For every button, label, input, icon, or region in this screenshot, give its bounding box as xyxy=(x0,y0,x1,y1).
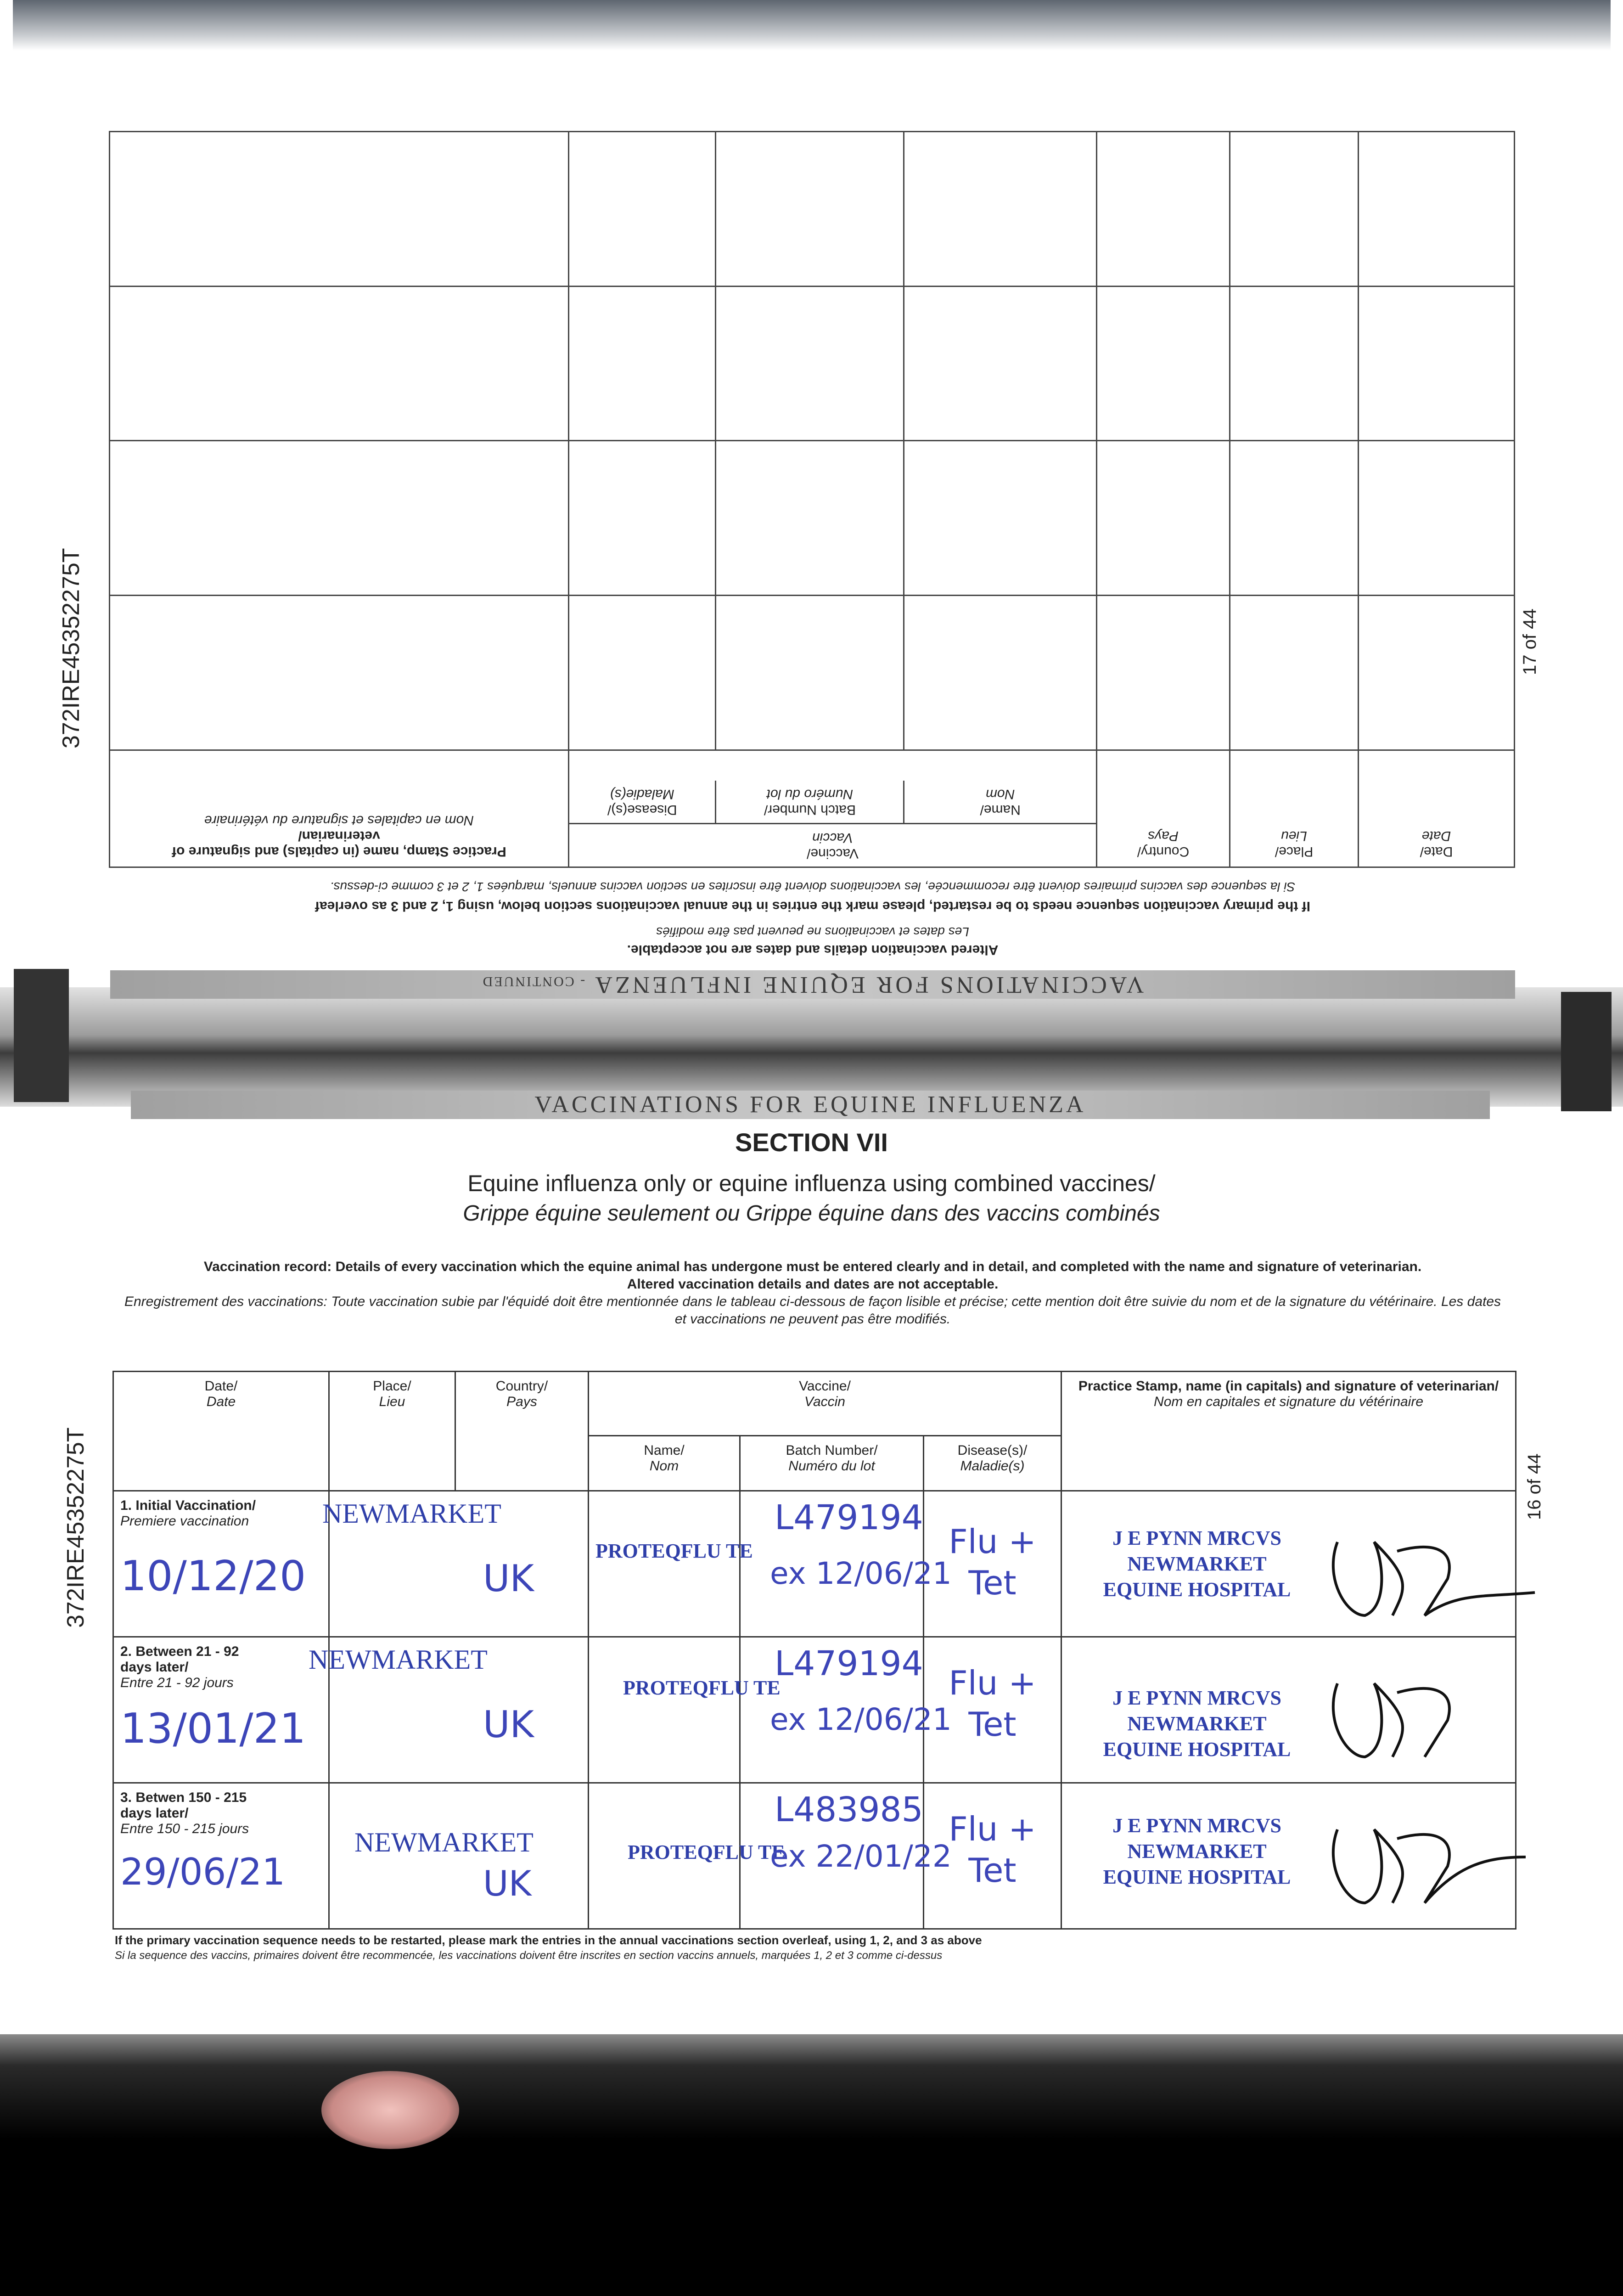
record-fr: Toute vaccination subie par l'équidé doit être mentionnée dans le tableau ci-dessous de façon lisible et précise; cette mention doit être suivie du nom et de la signature du vétérinaire. Les dates et vaccinations ne peuvent pas être modifiés. xyxy=(331,1294,1501,1327)
vaccination-place: NEWMARKET xyxy=(322,1498,501,1529)
header-vaccine xyxy=(589,1372,1061,1436)
row-batch-cell xyxy=(740,1637,952,1783)
vaccination-date: 29/06/21 xyxy=(120,1851,286,1893)
subtitle-en: Equine influenza only or equine influenza using combined vaccines/ xyxy=(467,1171,1156,1196)
record-notice xyxy=(124,1258,1501,1328)
passport-id-text: 372IRE45352275T xyxy=(58,548,84,748)
vaccination-country: UK xyxy=(483,1703,534,1746)
gutter-shadow-right xyxy=(1561,992,1612,1111)
row-label-fr: Premiere vaccination xyxy=(120,1514,249,1529)
book-gutter xyxy=(0,987,1623,1107)
row-label: 2. Between 21 - 92 days later/ xyxy=(120,1644,239,1675)
stamp-line-2: NEWMARKET xyxy=(1127,1712,1267,1735)
vaccination-place: NEWMARKET xyxy=(309,1644,488,1675)
row-label-fr: Entre 21 - 92 jours xyxy=(120,1675,234,1690)
upper-header-place-en: Place/ xyxy=(1275,844,1314,859)
passport-id-lower: 372IRE45352275T xyxy=(62,1427,89,1628)
header-disease-en: Disease(s)/ xyxy=(957,1443,1028,1458)
batch-expiry: ex 12/06/21 xyxy=(770,1556,952,1591)
batch-number: L479194 xyxy=(775,1644,923,1683)
upper-header-date xyxy=(1359,750,1515,867)
header-batch xyxy=(740,1436,924,1491)
batch-expiry: ex 12/06/21 xyxy=(770,1702,952,1737)
header-place-en: Place/ xyxy=(373,1379,411,1394)
table-row xyxy=(113,1637,1516,1783)
stamp-line-3: EQUINE HOSPITAL xyxy=(1103,1866,1291,1888)
upper-header-date-fr: Date xyxy=(1421,828,1451,844)
batch-number: L479194 xyxy=(775,1498,923,1537)
batch-expiry: ex 22/01/22 xyxy=(770,1839,952,1874)
upper-band xyxy=(110,970,1515,999)
vaccine-name: PROTEQFLU TE xyxy=(628,1841,785,1863)
header-name-fr: Nom xyxy=(649,1458,679,1474)
lower-page-number: 16 of 44 xyxy=(1524,1453,1544,1520)
upper-header-disease-fr: Maladie(s) xyxy=(610,787,674,802)
header-stamp xyxy=(1061,1372,1516,1491)
vaccine-name: PROTEQFLU TE xyxy=(623,1677,781,1699)
upper-header-place xyxy=(1230,750,1359,867)
upper-header-stamp xyxy=(109,750,568,867)
row-place-country-cell xyxy=(309,1637,589,1783)
header-batch-en: Batch Number/ xyxy=(786,1443,878,1458)
scan-top-edge xyxy=(13,0,1611,51)
upper-header-country xyxy=(1097,750,1230,867)
upper-altered-en: Altered vaccination details and dates are not acceptable. xyxy=(627,942,999,957)
row-place-country-cell xyxy=(322,1491,589,1637)
vet-signature xyxy=(1319,1811,1539,1917)
table-row xyxy=(113,1783,1516,1929)
vaccination-country: UK xyxy=(483,1557,534,1600)
row-stamp-cell xyxy=(1061,1637,1516,1783)
upper-header-country-fr: Pays xyxy=(1148,828,1179,844)
batch-number: L483985 xyxy=(775,1790,923,1829)
subtitle-fr: Grippe équine seulement ou Grippe équine dans des vaccins combinés xyxy=(463,1201,1160,1226)
disease-text: Flu + Tet xyxy=(949,1522,1036,1602)
vaccination-date: 10/12/20 xyxy=(120,1552,306,1600)
row-label: 3. Betwen 150 - 215 days later/ xyxy=(120,1790,247,1821)
vet-signature xyxy=(1319,1665,1503,1771)
vaccination-date: 13/01/21 xyxy=(120,1705,306,1753)
header-stamp-fr: Nom en capitales et signature du vétérinaire xyxy=(1154,1394,1424,1409)
upper-header-stamp-en: Practice Stamp, name (in capitals) and signature of veterinarian/ xyxy=(172,828,506,859)
header-date-en: Date/ xyxy=(204,1379,238,1394)
header-vaccine-en: Vaccine/ xyxy=(799,1379,851,1394)
row-label-fr: Entre 150 - 215 jours xyxy=(120,1821,249,1836)
header-country xyxy=(455,1372,589,1491)
row-date-cell xyxy=(113,1637,329,1783)
header-batch-fr: Numéro du lot xyxy=(788,1458,875,1474)
stamp-line-3: EQUINE HOSPITAL xyxy=(1103,1578,1291,1601)
header-country-en: Country/ xyxy=(495,1379,548,1394)
row-date-cell xyxy=(113,1491,329,1637)
disease-text: Flu + Tet xyxy=(949,1664,1036,1744)
header-name xyxy=(589,1436,740,1491)
record-label: Vaccination record: xyxy=(203,1259,332,1274)
vaccination-country: UK xyxy=(483,1863,532,1904)
stamp-line-1: J E PYNN MRCVS xyxy=(1112,1687,1281,1709)
gutter-shadow-left xyxy=(14,969,69,1102)
table-row xyxy=(113,1491,1516,1637)
record-en: Details of every vaccination which the equine animal has undergone must be entered clearly and in detail, and completed with the name and signature of veterinarian. xyxy=(335,1259,1422,1274)
upper-header-disease xyxy=(569,781,715,823)
header-disease-fr: Maladie(s) xyxy=(960,1458,1025,1474)
header-stamp-en: Practice Stamp, name (in capitals) and signature of veterinarian/ xyxy=(1078,1379,1499,1394)
header-country-fr: Pays xyxy=(506,1394,537,1409)
header-vaccine-fr: Vaccin xyxy=(804,1394,845,1409)
stamp-line-1: J E PYNN MRCVS xyxy=(1112,1814,1281,1837)
row-batch-cell xyxy=(740,1491,952,1637)
header-place-fr: Lieu xyxy=(379,1394,405,1409)
upper-header-country-en: Country/ xyxy=(1137,844,1190,859)
upper-page xyxy=(110,131,1515,999)
section-title: SECTION VII xyxy=(735,1128,888,1157)
upper-annual-table xyxy=(110,131,1515,868)
row-stamp-cell xyxy=(1061,1491,1516,1637)
header-date-fr: Date xyxy=(206,1394,236,1409)
finger-shadow xyxy=(321,2071,459,2149)
upper-header-stamp-fr: Nom en capitales et signature du vétérinaire xyxy=(204,813,474,828)
upper-header-vaccine-fr: Vaccin xyxy=(812,830,853,845)
upper-header-date-en: Date/ xyxy=(1420,844,1453,859)
row-vaccine-name-cell xyxy=(589,1637,781,1783)
row-vaccine-name-cell xyxy=(589,1491,753,1637)
upper-header-name xyxy=(903,781,1096,823)
upper-band-suffix: - CONTINUED xyxy=(481,974,585,989)
upper-header-batch xyxy=(715,781,903,823)
upper-altered-fr: Les dates et vaccinations ne peuvent pas être modifiés xyxy=(656,925,969,939)
record-fr-label: Enregistrement des vaccinations: xyxy=(124,1294,327,1309)
disease-text: Flu + Tet xyxy=(949,1810,1036,1890)
vaccine-name: PROTEQFLU TE xyxy=(595,1540,753,1562)
upper-header-vaccine xyxy=(568,750,1096,867)
vet-signature xyxy=(1319,1524,1539,1625)
altered-en: Altered vaccination details and dates are not acceptable. xyxy=(627,1277,999,1292)
row-label: 1. Initial Vaccination/ xyxy=(120,1498,256,1513)
stamp-line-3: EQUINE HOSPITAL xyxy=(1103,1738,1291,1761)
restart-note-en: If the primary vaccination sequence needs to be restarted, please mark the entries in the annual vaccinations section overleaf, using 1, 2, and 3 as above xyxy=(115,1933,982,1947)
vaccination-place: NEWMARKET xyxy=(354,1827,534,1857)
upper-page-number: 17 of 44 xyxy=(1520,608,1540,675)
upper-header-disease-en: Disease(s)/ xyxy=(607,802,677,817)
row-date-cell xyxy=(113,1783,329,1929)
header-name-en: Name/ xyxy=(644,1443,685,1458)
upper-header-batch-en: Batch Number/ xyxy=(764,802,856,817)
upper-header-name-fr: Nom xyxy=(985,787,1015,802)
row-stamp-cell xyxy=(1061,1783,1516,1929)
header-date xyxy=(113,1372,329,1491)
restart-note-fr: Si la sequence des vaccins, primaires doivent être recommencée, les vaccinations doivent être inscrites en section vaccins annuels, marquées 1, 2 et 3 comme ci-dessus xyxy=(115,1949,943,1962)
row-place-country-cell xyxy=(329,1783,589,1929)
upper-header-place-fr: Lieu xyxy=(1281,828,1307,844)
stamp-line-1: J E PYNN MRCVS xyxy=(1112,1527,1281,1549)
scan-bottom-edge xyxy=(0,2034,1623,2296)
upper-header-name-en: Name/ xyxy=(980,802,1021,817)
row-vaccine-name-cell xyxy=(589,1783,785,1929)
header-disease xyxy=(924,1436,1061,1491)
stamp-line-2: NEWMARKET xyxy=(1127,1840,1267,1863)
upper-header-batch-fr: Numéro du lot xyxy=(766,787,854,802)
lower-band: VACCINATIONS FOR EQUINE INFLUENZA xyxy=(131,1091,1490,1119)
upper-restart-en: If the primary vaccination sequence needs to be restarted, please mark the entries in the annual vaccinations section below, using 1, 2 and 3 as overleaf xyxy=(315,899,1310,914)
upper-band-title: VACCINATIONS FOR EQUINE INFLUENZA xyxy=(594,972,1144,998)
stamp-line-2: NEWMARKET xyxy=(1127,1553,1267,1575)
upper-header-vaccine-en: Vaccine/ xyxy=(807,846,859,861)
header-place xyxy=(329,1372,455,1491)
upper-restart-fr: Si la sequence des vaccins primaires doivent être recommencée, les vaccinations doivent être inscrites en section vaccins annuels, marquées 1, 2 et 3 comme ci-dessus. xyxy=(330,880,1296,894)
primary-vaccination-table xyxy=(112,1371,1516,1930)
